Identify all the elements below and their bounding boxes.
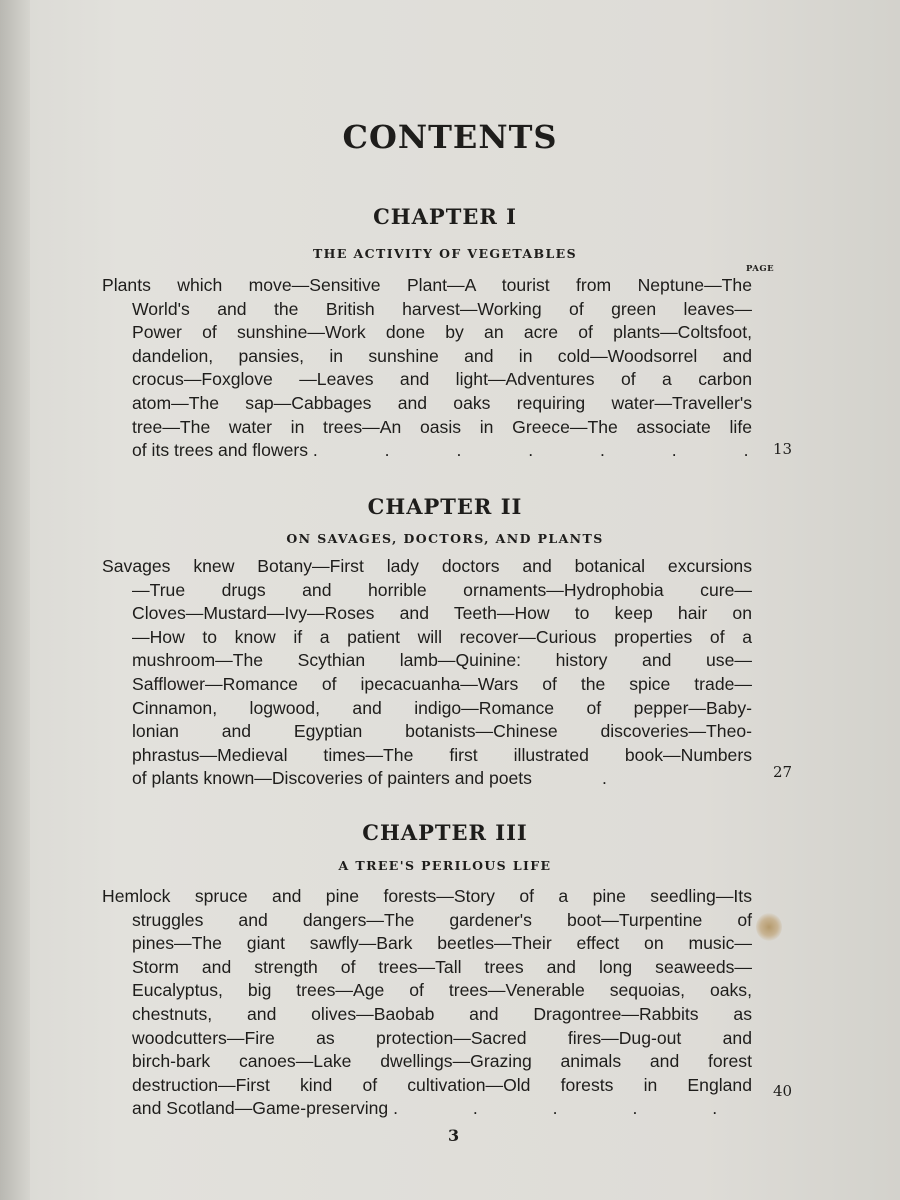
- summary-line: Hemlock spruce and pine forests—Story of a pine seedling—Its: [102, 886, 752, 906]
- summary-line: World's and the British harvest—Working of green leaves—: [132, 298, 752, 319]
- summary-line: crocus—Foxglove —Leaves and light—Adventures of a carbon: [132, 369, 752, 390]
- book-gutter: [0, 0, 30, 1200]
- summary-line: Eucalyptus, big trees—Age of trees—Venerable sequoias, oaks,: [132, 980, 752, 1001]
- summary-line: pines—The giant sawfly—Bark beetles—Their effect on music—: [132, 933, 752, 954]
- summary-line: Safflower—Romance of ipecacuanha—Wars of the spice trade—: [132, 673, 752, 694]
- summary-line: destruction—First kind of cultivation—Old forests in England: [132, 1074, 752, 1095]
- chapter-2-page-number: 27: [773, 763, 793, 781]
- dot-leader: .: [601, 768, 607, 789]
- page-folio: 3: [448, 1126, 460, 1145]
- summary-line: Plants which move—Sensitive Plant—A tourist from Neptune—The: [102, 275, 752, 295]
- chapter-3-page-number: 40: [773, 1082, 793, 1100]
- dot-leader: . . . . .: [393, 1098, 718, 1119]
- summary-line: dandelion, pansies, in sunshine and in cold—Woodsorrel and: [132, 345, 752, 366]
- chapter-1-page-number: 13: [773, 440, 793, 458]
- summary-line-text: and Scotland—Game-preserving: [132, 1098, 389, 1119]
- dot-leader: . . . . . . .: [312, 440, 749, 461]
- summary-line: birch-bark canoes—Lake dwellings—Grazing animals and forest: [132, 1051, 752, 1072]
- summary-line: woodcutters—Fire as protection—Sacred fires—Dug-out and: [132, 1027, 752, 1048]
- chapter-1-summary: [102, 274, 752, 463]
- summary-line: Storm and strength of trees—Tall trees and long seaweeds—: [132, 956, 752, 977]
- chapter-1-heading: CHAPTER I: [373, 204, 517, 229]
- chapter-2-heading: CHAPTER II: [367, 494, 523, 519]
- page-column-label: PAGE: [746, 264, 775, 274]
- summary-line: atom—The sap—Cabbages and oaks requiring water—Traveller's: [132, 392, 752, 413]
- summary-line: chestnuts, and olives—Baobab and Dragontree—Rabbits as: [132, 1003, 752, 1024]
- chapter-2-summary: [102, 555, 752, 791]
- paper-stain: [756, 913, 782, 941]
- summary-line-text: of its trees and flowers: [132, 440, 309, 461]
- summary-line: —True drugs and horrible ornaments—Hydrophobia cure—: [132, 579, 752, 600]
- contents-title: CONTENTS: [342, 118, 558, 156]
- summary-line: struggles and dangers—The gardener's boot—Turpentine of: [132, 909, 752, 930]
- summary-line: lonian and Egyptian botanists—Chinese discoveries—Theo-: [132, 721, 752, 742]
- summary-line: phrastus—Medieval times—The first illustrated book—Numbers: [132, 744, 752, 765]
- chapter-3-subtitle: A TREE'S PERILOUS LIFE: [338, 858, 552, 873]
- summary-line: Power of sunshine—Work done by an acre of plants—Coltsfoot,: [132, 322, 752, 343]
- summary-line: Cloves—Mustard—Ivy—Roses and Teeth—How to keep hair on: [132, 603, 752, 624]
- summary-line: mushroom—The Scythian lamb—Quinine: history and use—: [132, 650, 752, 671]
- summary-line: tree—The water in trees—An oasis in Greece—The associate life: [132, 416, 752, 437]
- chapter-3-summary: [102, 885, 752, 1121]
- summary-line-last: [102, 767, 752, 791]
- summary-line-last: [102, 1097, 752, 1121]
- summary-line: Savages knew Botany—First lady doctors and botanical excursions: [102, 556, 752, 576]
- chapter-3-heading: CHAPTER III: [362, 820, 528, 845]
- summary-line-text: of plants known—Discoveries of painters and poets: [132, 768, 532, 789]
- summary-line: Cinnamon, logwood, and indigo—Romance of pepper—Baby-: [132, 697, 752, 718]
- chapter-1-subtitle: THE ACTIVITY OF VEGETABLES: [312, 246, 578, 261]
- chapter-2-subtitle: ON SAVAGES, DOCTORS, AND PLANTS: [286, 531, 604, 546]
- summary-line-last: [102, 439, 752, 463]
- summary-line: —How to know if a patient will recover—Curious properties of a: [132, 626, 752, 647]
